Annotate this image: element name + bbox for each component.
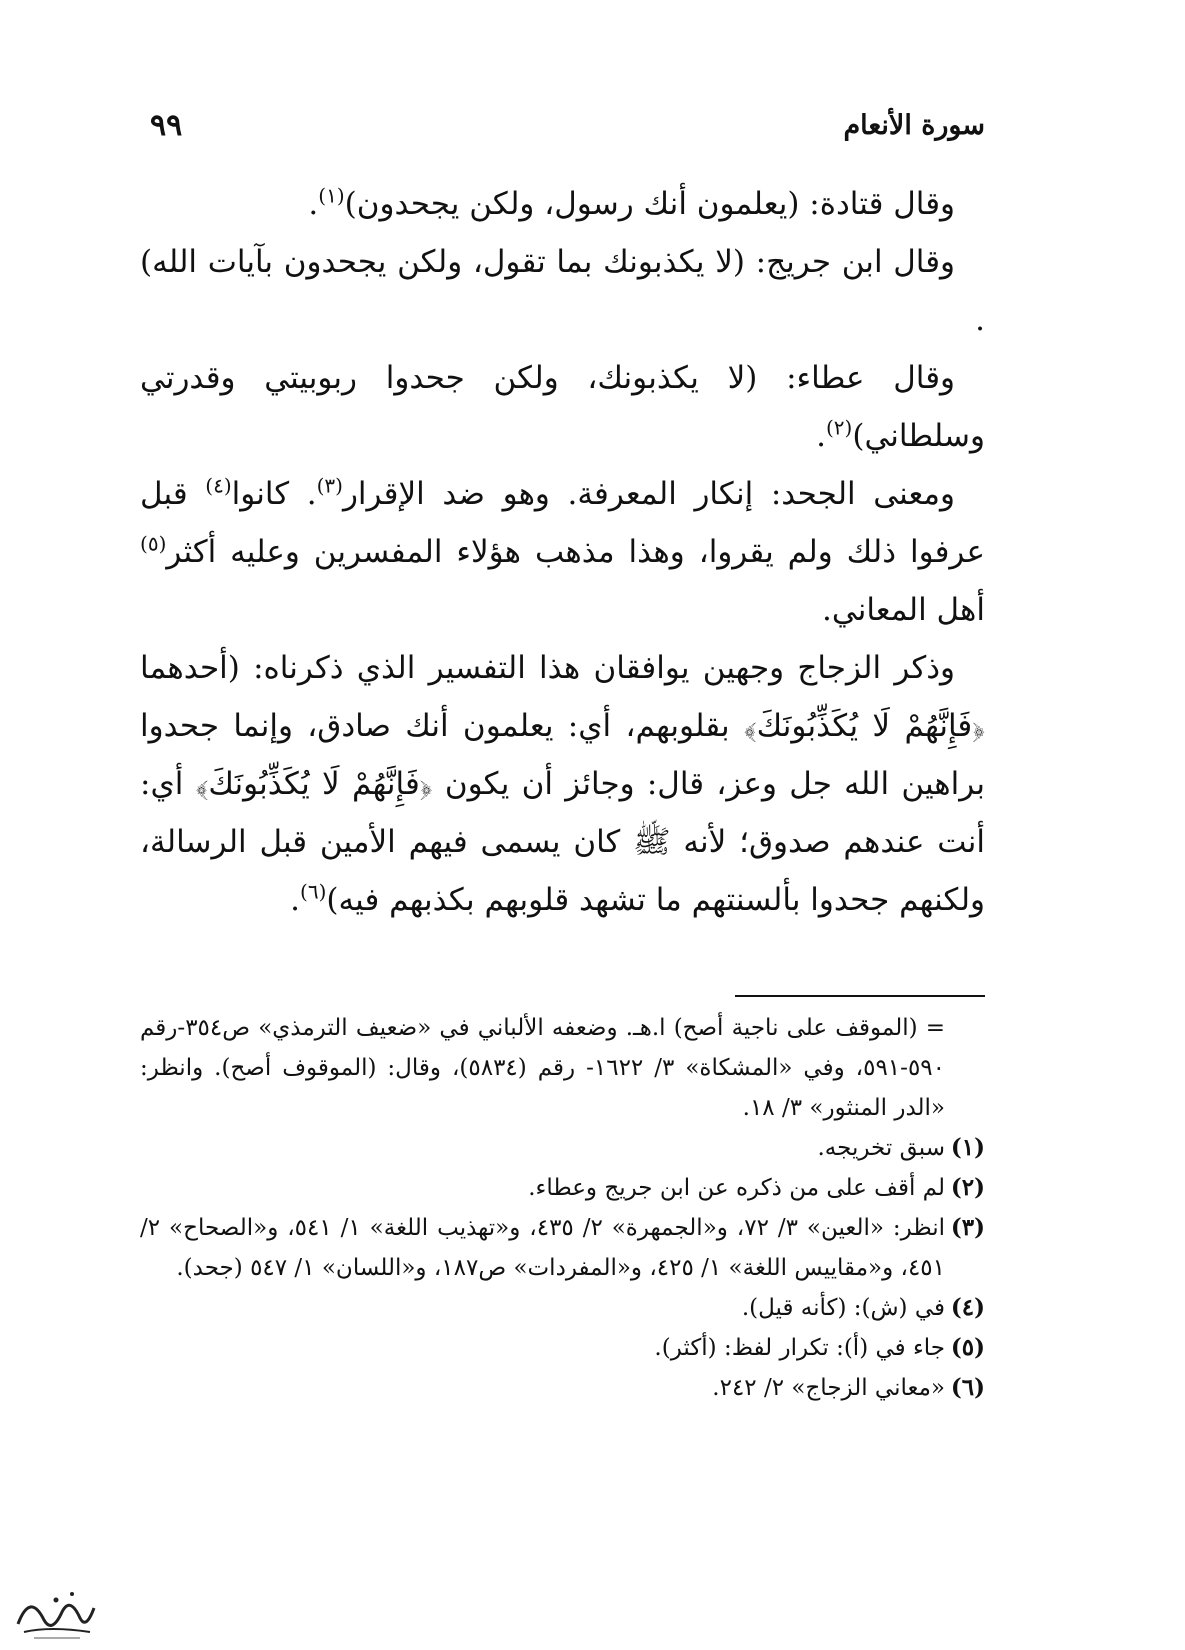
footnote-number: (١) [950,1134,985,1161]
paragraph-zajjaj: وذكر الزجاج وجهين يوافقان هذا التفسير الذي ذكرناه: (أحدهما ﴿فَإِنَّهُمْ لَا يُكَذِّبُونَكَ﴾ بقلوبهم، أي: يعلمون أنك صادق، وإنما جحدوا براهين الله جل وعز، قال: وجائز أن يكون ﴿فَإِنَّهُمْ لَا يُكَذِّبُونَكَ﴾ أي: أنت عندهم صدوق؛ لأنه ﷺ كان يسمى فيهم الأمين قبل الرسالة، ولكنهم جحدوا بألسنتهم ما تشهد قلوبهم بكذبهم فيه)$^{(٦)}$. [140,650,985,918]
footnote-separator [735,995,985,997]
watermark-logo [10,1582,100,1642]
footnote-ref-1: (١) [318,183,345,208]
footnote-number: (٤) [950,1294,985,1321]
paragraph-jahd-meaning: ومعنى الجحد: إنكار المعرفة. وهو ضد الإقرار$^{(٣)}$. كانوا$^{(٤)}$ قبل عرفوا ذلك ولم يقروا، وهذا مذهب هؤلاء المفسرين وعليه أكثر$^{(٥)}$ أهل المعاني. [140,473,985,628]
footnote-text: «معاني الزجاج» ٢/ ٢٤٢. [712,1375,945,1401]
footnote-item [140,1368,985,1408]
footnote-continuation: = (الموقف على ناجية أصح) ا.هـ. وضعفه الألباني في «ضعيف الترمذي» ص٣٥٤-رقم ٥٩٠-٥٩١، وفي «المشكاة» ٣/ ١٦٢٢- رقم (٥٨٣٤)، وقال: (الموقوف أصح). وانظر: «الدر المنثور» ٣/ ١٨. [140,1015,946,1121]
footnote-number: (٥) [950,1334,985,1361]
page-header [150,100,985,150]
paragraph-ata: وقال عطاء: (لا يكذبونك، ولكن جحدوا ربوبيتي وقدرتي وسلطاني)$^{(٢)}$. [140,360,985,454]
footnote-number: (٦) [950,1374,985,1401]
footnote-ref-2: (٢) [825,415,853,440]
footnote-item [140,1128,985,1168]
paragraph-qatada: وقال قتادة: (يعلمون أنك رسول، ولكن يجحدون)$^{(١)}$. [308,183,955,222]
main-text [140,175,985,929]
footnote-ref-4: (٤) [205,473,232,498]
footnote-number: (٣) [950,1214,985,1241]
footnote-text: في (ش): (كأنه قيل). [741,1295,945,1321]
footnote-ref-5: (٥) [140,531,167,556]
footnote-text: انظر: «العين» ٣/ ٧٢، و«الجمهرة» ٢/ ٤٣٥، و«تهذيب اللغة» ١/ ٥٤١، و«الصحاح» ٢/ ٤٥١، و«مقاييس اللغة» ١/ ٤٢٥، و«المفردات» ص١٨٧، و«اللسان» ١/ ٥٤٧ (جحد). [140,1215,945,1281]
page-number: ٩٩ [150,107,183,143]
footnote-number: (٢) [950,1174,985,1201]
footnote-text: سبق تخريجه. [817,1135,945,1161]
footnote-item [140,1328,985,1368]
footnotes [140,1008,985,1408]
paragraph-ibn-jurayj: وقال ابن جريج: (لا يكذبونك بما تقول، ولكن يجحدون بآيات الله) . [140,244,985,338]
footnote-text: جاء في (أ): تكرار لفظ: (أكثر). [654,1335,945,1361]
footnote-ref-6: (٦) [300,879,327,904]
footnote-item [140,1168,985,1208]
footnote-item [140,1288,985,1328]
footnote-text: لم أقف على من ذكره عن ابن جريج وعطاء. [528,1175,945,1201]
footnote-ref-3: (٣) [316,473,343,498]
footnote-item [140,1208,985,1288]
surah-title: سورة الأنعام [843,109,985,141]
